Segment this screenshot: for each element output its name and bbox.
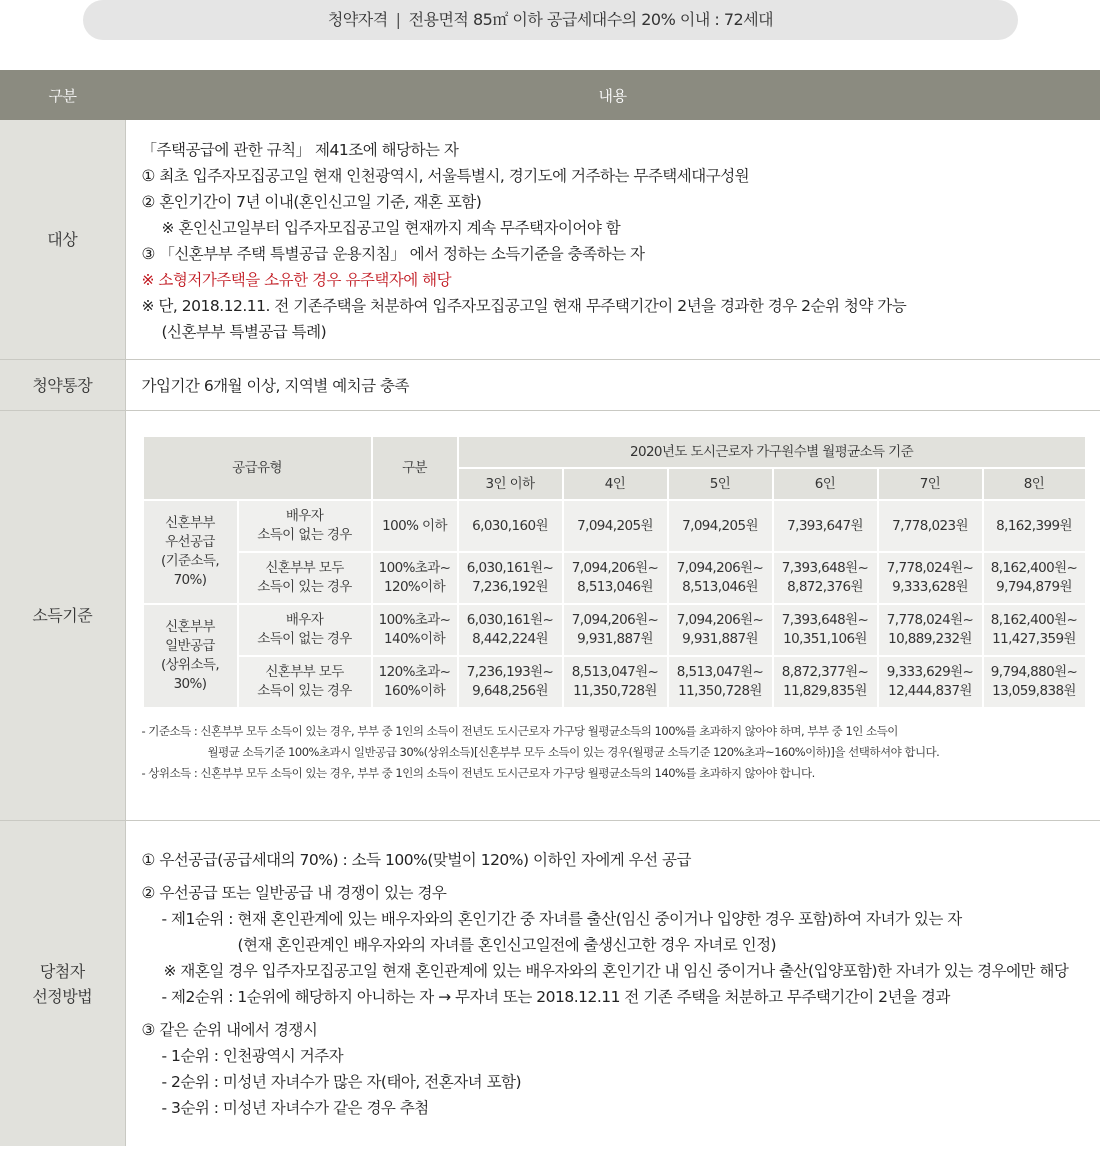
income-note: 월평균 소득기준 100%초과시 일반공급 30%(상위소득)[신혼부부 모두 소득이 있는 경우(월평균 소득기준 120%초과~160%이하)]을 선택하셔야 합니다. [207,745,940,759]
income-value: 7,094,206원~ 8,513,046원 [563,552,668,604]
income-ratio: 100%초과~ 120%이하 [372,552,458,604]
header-content: 내용 [125,70,1100,120]
header-division: 구분 [0,70,125,120]
income-value: 9,333,629원~ 12,444,837원 [878,656,983,708]
banner-label: 청약자격 [327,10,388,29]
income-table-row [143,604,1086,656]
income-value: 8,162,400원~ 11,427,359원 [983,604,1086,656]
income-label: 소득기준 [0,411,125,821]
eligibility-note: ※ 단, 2018.12.11. 전 기존주택을 처분하여 입주자모집공고일 현재 무주택기간이 2년을 경과한 경우 2순위 청약 가능 [141,297,907,315]
income-value: 7,094,206원~ 8,513,046원 [668,552,773,604]
income-notes [142,721,1085,784]
head-household-size: 8인 [983,468,1086,500]
income-table-row [143,552,1086,604]
income-value: 6,030,161원~ 7,236,192원 [458,552,563,604]
income-note: - 상위소득 : 신혼부부 모두 소득이 있는 경우, 부부 중 1인의 소득이 전년도 도시근로자 가구당 월평균소득의 140%를 초과하지 않아야 합니다. [141,766,815,780]
income-ratio: 120%초과~ 160%이하 [372,656,458,708]
income-content [125,411,1100,821]
head-supply-type: 공급유형 [143,436,372,500]
income-value: 8,162,399원 [983,500,1086,552]
income-value: 6,030,161원~ 8,442,224원 [458,604,563,656]
income-ratio: 100%초과~ 140%이하 [372,604,458,656]
table-header-row [0,70,1100,120]
income-row [0,411,1100,821]
selection-rank-note: (현재 혼인관계인 배우자와의 자녀를 혼인신고일전에 출생신고한 경우 자녀로 인정) [237,936,777,954]
income-value: 7,094,205원 [668,500,773,552]
income-value: 7,393,648원~ 8,872,376원 [773,552,878,604]
income-value: 7,094,206원~ 9,931,887원 [668,604,773,656]
selection-remarriage-note: ※ 재혼일 경우 입주자모집공고일 현재 혼인관계에 있는 배우자와의 혼인기간 내 임신 중이거나 출산(입양포함)한 자녀가 있는 경우에만 해당 [163,962,1069,980]
income-value: 7,778,023원 [878,500,983,552]
sub-type: 신혼부부 모두 소득이 있는 경우 [238,656,372,708]
account-text: 가입기간 6개월 이상, 지역별 예치금 충족 [141,377,409,395]
eligibility-line: ② 혼인기간이 7년 이내(혼인신고일 기준, 재혼 포함) [141,193,482,211]
eligibility-note: ※ 혼인신고일부터 입주자모집공고일 현재까지 계속 무주택자이어야 함 [161,219,621,237]
selection-item: ③ 같은 순위 내에서 경쟁시 [141,1021,318,1039]
income-value: 8,513,047원~ 11,350,728원 [668,656,773,708]
eligibility-line: ① 최초 입주자모집공고일 현재 인천광역시, 서울특별시, 경기도에 거주하는 무주택세대구성원 [141,167,750,185]
income-value: 7,393,647원 [773,500,878,552]
account-label: 청약통장 [0,360,125,411]
head-division: 구분 [372,436,458,500]
selection-label: 당첨자 선정방법 [0,821,125,1147]
eligibility-table [0,70,1100,1146]
income-ratio: 100% 이하 [372,500,458,552]
selection-tie-rule: - 2순위 : 미성년 자녀수가 많은 자(태아, 전혼자녀 포함) [161,1073,522,1091]
income-value: 7,094,205원 [563,500,668,552]
account-content [125,360,1100,411]
head-household-size: 4인 [563,468,668,500]
income-value: 9,794,880원~ 13,059,838원 [983,656,1086,708]
income-value: 7,778,024원~ 9,333,628원 [878,552,983,604]
banner-separator: | [395,10,401,29]
selection-tie-rule: - 1순위 : 인천광역시 거주자 [161,1047,344,1065]
head-income-standard: 2020년도 도시근로자 가구원수별 월평균소득 기준 [458,436,1086,468]
selection-rank: - 제1순위 : 현재 혼인관계에 있는 배우자와의 혼인기간 중 자녀를 출산(임신 중이거나 입양한 경우 포함)하여 자녀가 있는 자 [161,910,962,928]
selection-item: ② 우선공급 또는 일반공급 내 경쟁이 있는 경우 [141,884,447,902]
head-household-size: 3인 이하 [458,468,563,500]
banner-text: 전용면적 85㎡ 이하 공급세대수의 20% 이내 : 72세대 [408,10,774,29]
income-value: 8,513,047원~ 11,350,728원 [563,656,668,708]
selection-tie-rule: - 3순위 : 미성년 자녀수가 같은 경우 추첨 [161,1099,429,1117]
income-value: 8,162,400원~ 9,794,879원 [983,552,1086,604]
account-row [0,360,1100,411]
eligibility-row [0,120,1100,360]
eligibility-label: 대상 [0,120,125,360]
supply-group-name: 신혼부부 일반공급 (상위소득, 30%) [143,604,238,708]
head-household-size: 5인 [668,468,773,500]
income-table-row [143,500,1086,552]
head-household-size: 6인 [773,468,878,500]
eligibility-line: 「주택공급에 관한 규칙」 제41조에 해당하는 자 [141,141,459,159]
sub-type: 신혼부부 모두 소득이 있는 경우 [238,552,372,604]
eligibility-banner [83,0,1018,40]
income-value: 8,872,377원~ 11,829,835원 [773,656,878,708]
income-table-row [143,656,1086,708]
income-value: 7,778,024원~ 10,889,232원 [878,604,983,656]
eligibility-line: ③ 「신혼부부 주택 특별공급 운용지침」 에서 정하는 소득기준을 충족하는 자 [141,245,645,263]
sub-type: 배우자 소득이 없는 경우 [238,604,372,656]
income-value: 7,094,206원~ 9,931,887원 [563,604,668,656]
eligibility-warning: ※ 소형저가주택을 소유한 경우 유주택자에 해당 [141,271,452,289]
sub-type: 배우자 소득이 없는 경우 [238,500,372,552]
supply-group-name: 신혼부부 우선공급 (기준소득, 70%) [143,500,238,604]
selection-rank: - 제2순위 : 1순위에 해당하지 아니하는 자 → 무자녀 또는 2018.12.11 전 기존 주택을 처분하고 무주택기간이 2년을 경과 [161,988,950,1006]
selection-item: ① 우선공급(공급세대의 70%) : 소득 100%(맞벌이 120%) 이하인 자에게 우선 공급 [141,851,692,869]
selection-content [125,821,1100,1147]
income-value: 6,030,160원 [458,500,563,552]
eligibility-content [125,120,1100,360]
income-value: 7,393,648원~ 10,351,106원 [773,604,878,656]
income-note: - 기준소득 : 신혼부부 모두 소득이 있는 경우, 부부 중 1인의 소득이 전년도 도시근로자 가구당 월평균소득의 100%를 초과하지 않아야 하며, 부부 중 1인 소득이 [141,724,898,738]
selection-row [0,821,1100,1147]
income-table [142,435,1087,709]
head-household-size: 7인 [878,468,983,500]
eligibility-note: (신혼부부 특별공급 특례) [161,323,327,341]
income-value: 7,236,193원~ 9,648,256원 [458,656,563,708]
